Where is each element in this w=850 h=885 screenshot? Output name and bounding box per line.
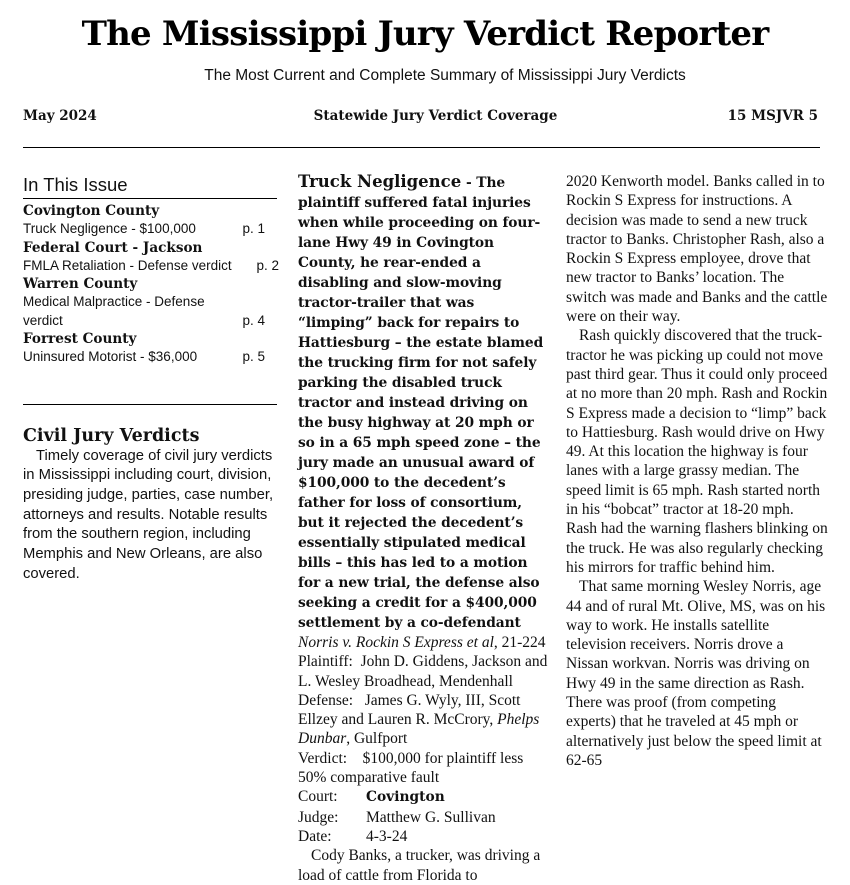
- judge-field: [298, 808, 552, 827]
- toc-page: p. 5: [242, 349, 265, 364]
- date-label: Date:: [298, 827, 332, 845]
- plaintiff-value: John D. Giddens, Jackson and L. Wesley Broadhead, Mendenhall: [298, 653, 548, 690]
- defense-label: Defense:: [298, 691, 354, 709]
- court-field: [298, 787, 552, 807]
- header-rule: [23, 147, 820, 148]
- court-label: Court:: [298, 788, 338, 806]
- date-value: 4-3-24: [366, 827, 408, 845]
- toc-item-label: Medical Malpractice - Defense verdict: [23, 294, 205, 328]
- case-caption-line: [298, 633, 552, 652]
- case-summary: The plaintiff suffered fatal injuries when while proceeding on four-lane Hwy 49 in Covington County, he rear-ended a disabling and slow-moving tractor-trailer that was “limping” back for repairs to Hattiesburg – the estate blamed the trucking firm for not safely parking the disabled truck tractor and instead driving on the busy highway at 20 mph or so in a 65 mph speed zone – the jury made an unusual award of $100,000 to the decedent’s father for loss of consortium, but it rejected the decedent’s essentially stipulated medical bills – this has led to a motion for a new trial, the defense also seeking a credit for a $400,000 settlement by a co-defendant: [298, 175, 544, 631]
- toc-item[interactable]: [23, 348, 279, 367]
- toc-county: Covington County: [23, 203, 160, 219]
- toc-heading: In This Issue: [23, 174, 128, 195]
- verdict-value: $100,000 for plaintiff less 50% comparative fault: [298, 749, 524, 787]
- toc-section: [23, 330, 279, 367]
- toc-section: [23, 275, 279, 330]
- case-title: Truck Negligence: [298, 172, 462, 191]
- judge-label: Judge:: [298, 808, 339, 826]
- masthead-title: The Mississippi Jury Verdict Reporter: [81, 14, 769, 54]
- middle-column: [298, 172, 552, 885]
- verdict-label: Verdict:: [298, 749, 348, 767]
- case-lead: [298, 172, 552, 633]
- toc-item-label: FMLA Retaliation - Defense verdict: [23, 257, 232, 273]
- toc-section: [23, 202, 279, 239]
- toc-page: p. 2: [256, 257, 279, 273]
- civil-verdicts-heading: Civil Jury Verdicts: [23, 425, 200, 446]
- issue-citation: 15 MSJVR 5: [727, 108, 818, 124]
- defense-firm: Phelps Dunbar: [298, 711, 540, 748]
- toc-item[interactable]: [23, 293, 279, 330]
- toc-page: p. 1: [242, 221, 265, 236]
- case-separator: -: [461, 175, 477, 191]
- case-paragraph-2: Rash quickly discovered that the truck-tractor he was picking up could not move past third gear. Thus it could only proceed at no more than 20 mph. Rash and Rockin S Express made a decision to “limp” back to Hattiesburg. Rash would drive on Hwy 49. At this location the highway is four lanes with a large grassy median. The speed limit is 65 mph. Rash started north in his “bobcat” tractor at 18-20 mph. Rash had the warning flashers blinking on the truck. He was also regularly checking his mirrors for traffic behind him.: [566, 327, 828, 576]
- toc-county: Forrest County: [23, 331, 137, 347]
- case-paragraph-1-continued: 2020 Kenworth model. Banks called in to Rockin S Express for instructions. A decision was made to send a new truck tractor to Banks. Christopher Rash, also a Rockin S Express employee, drove that new tractor to Banks’ location. The switch was made and Banks and the cattle were on their way.: [566, 173, 828, 326]
- toc-bottom-rule: [23, 404, 277, 405]
- plaintiff-label: Plaintiff:: [298, 653, 353, 671]
- toc-item[interactable]: [23, 220, 279, 239]
- issue-bar: [23, 108, 818, 130]
- issue-coverage: Statewide Jury Verdict Coverage: [313, 108, 558, 124]
- toc-rule: [23, 198, 277, 199]
- case-paragraph-1: Cody Banks, a trucker, was driving a load of cattle from Florida to: [298, 847, 541, 884]
- case-number: , 21-224: [493, 634, 546, 651]
- toc-item-label: Uninsured Motorist - $36,000: [23, 349, 198, 364]
- toc-section: [23, 239, 279, 276]
- defense-value: James G. Wyly, III, Scott Ellzey and Lauren R. McCrory,: [298, 691, 521, 729]
- issue-date: May 2024: [23, 108, 97, 124]
- toc-item-label: Truck Negligence - $100,000: [23, 221, 196, 236]
- plaintiff-field: [298, 652, 552, 691]
- verdict-field: [298, 749, 552, 788]
- judge-value: Matthew G. Sullivan: [366, 808, 496, 826]
- toc-county: Federal Court - Jackson: [23, 239, 203, 256]
- defense-field: [298, 691, 552, 749]
- masthead-subtitle: The Most Current and Complete Summary of Mississippi Jury Verdicts: [204, 67, 686, 84]
- defense-city: , Gulfport: [346, 730, 408, 748]
- civil-verdicts-body: Timely coverage of civil jury verdicts in Mississippi including court, division, presiding judge, parties, case number, attorneys and results. Notable results from the southern region, including Memphis and New Orleans, are also covered.: [23, 447, 274, 582]
- toc-item[interactable]: [23, 257, 279, 276]
- court-value: Covington: [366, 789, 445, 806]
- toc-county: Warren County: [23, 276, 138, 292]
- left-column: [23, 172, 279, 584]
- right-column: [566, 172, 828, 770]
- case-caption: Norris v. Rockin S Express et al: [298, 634, 494, 651]
- toc-page: p. 4: [242, 312, 265, 328]
- case-paragraph-3: That same morning Wesley Norris, age 44 and of rural Mt. Olive, MS, was on his way to work. He installs satellite television receivers. Norris drove a Nissan workvan. Norris was driving on Hwy 49 in the same direction as Rash. There was proof (from competing experts) that he traveled at 45 mph or alternatively just below the speed limit at 62-65: [566, 578, 826, 769]
